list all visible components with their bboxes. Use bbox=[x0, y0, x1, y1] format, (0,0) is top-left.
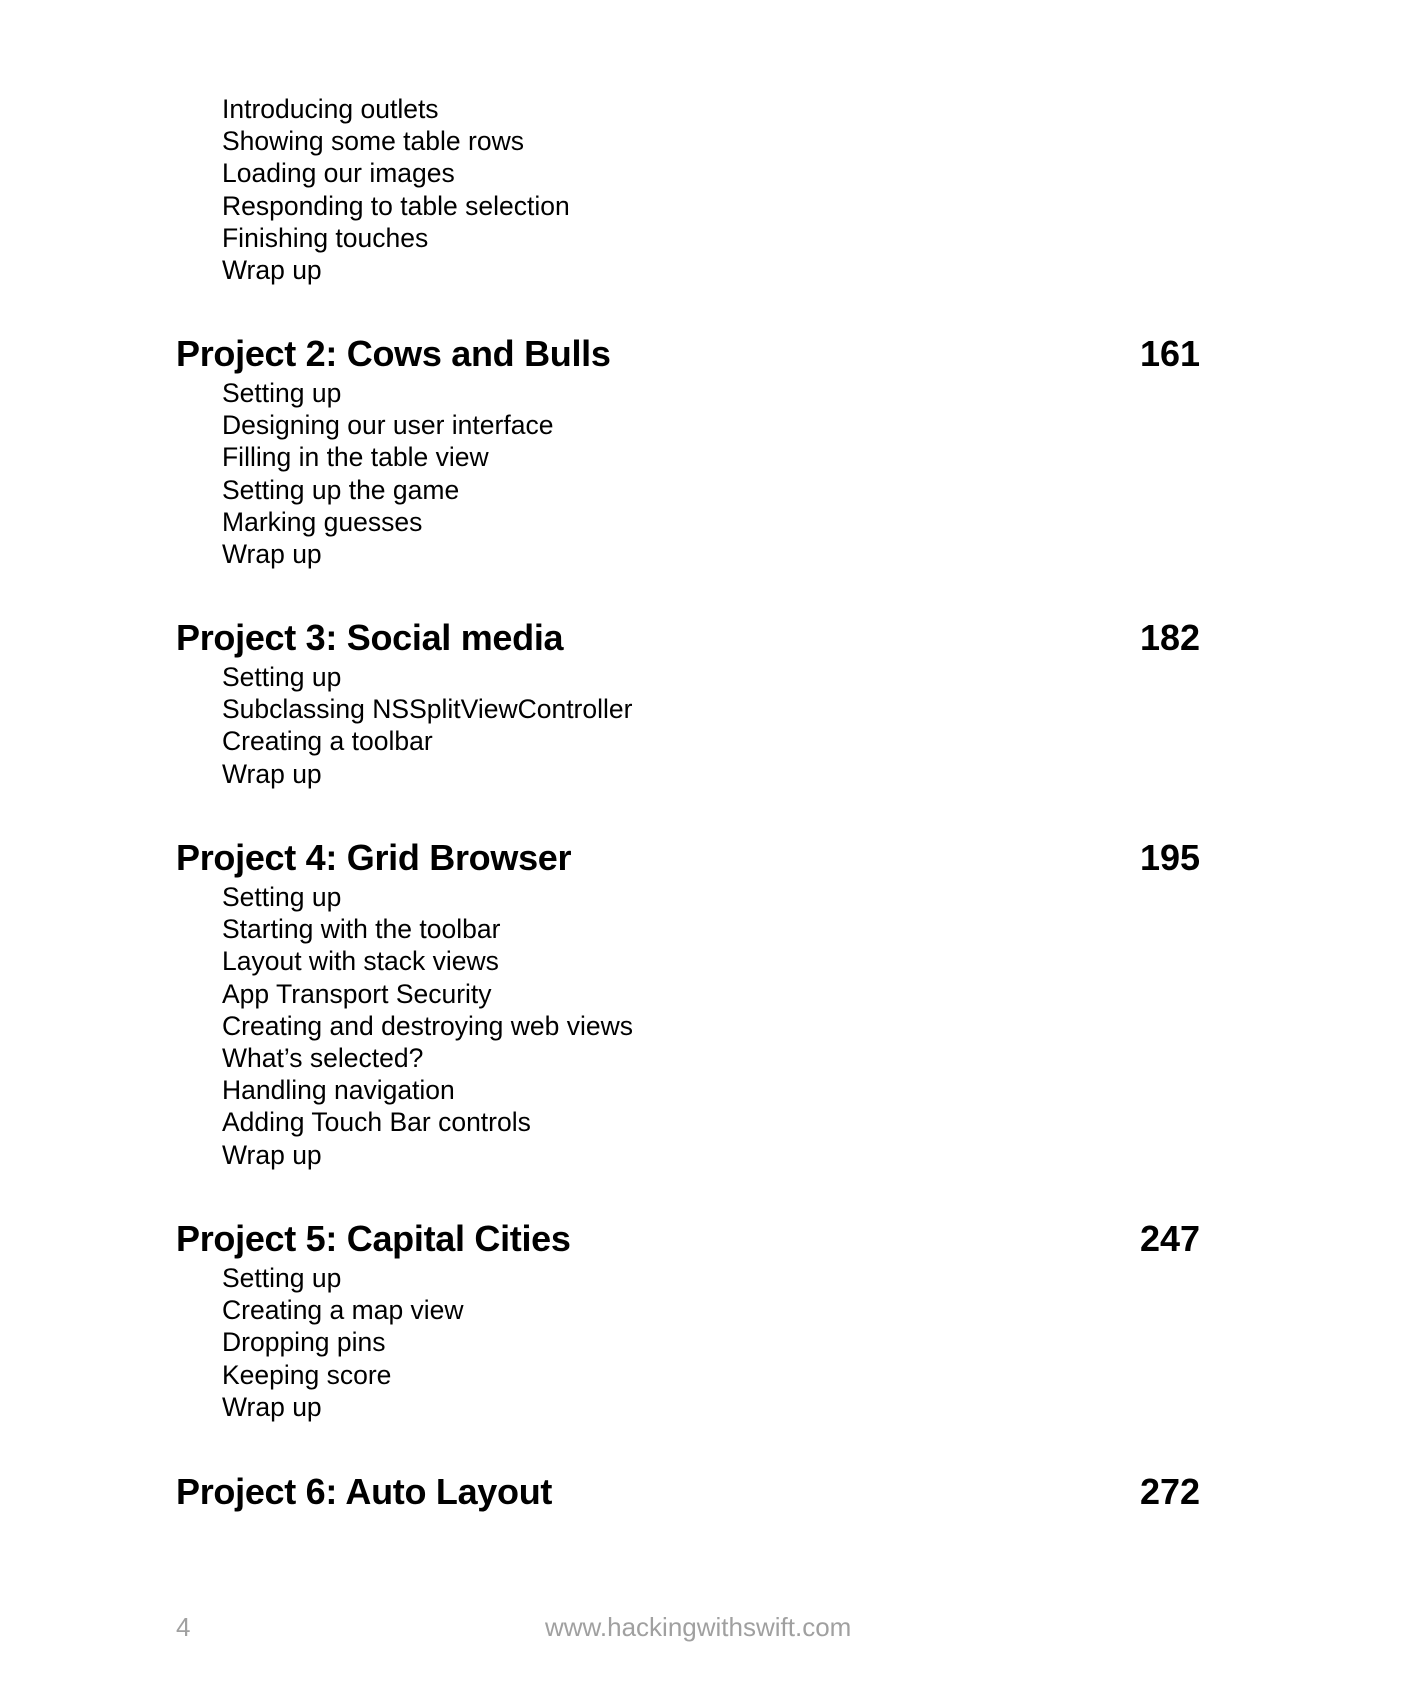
toc-item[interactable]: Starting with the toolbar bbox=[222, 914, 501, 945]
toc-item[interactable]: What’s selected? bbox=[222, 1043, 424, 1074]
toc-item[interactable]: Designing our user interface bbox=[222, 410, 554, 441]
toc-item[interactable]: Wrap up bbox=[222, 539, 322, 570]
toc-item[interactable]: Keeping score bbox=[222, 1359, 392, 1390]
project-heading[interactable]: Project 3: Social media bbox=[176, 617, 564, 658]
project-items bbox=[222, 661, 632, 790]
continued-items bbox=[222, 93, 570, 286]
project-items bbox=[222, 881, 633, 1171]
project-page-number: 247 bbox=[1140, 1218, 1201, 1259]
project-page-number: 161 bbox=[1140, 333, 1201, 374]
toc-item[interactable]: Setting up bbox=[222, 378, 342, 408]
toc-item[interactable]: Layout with stack views bbox=[222, 946, 499, 977]
project-heading[interactable]: Project 6: Auto Layout bbox=[176, 1471, 553, 1512]
toc-item[interactable]: Loading our images bbox=[222, 158, 455, 189]
project-page-number: 195 bbox=[1140, 837, 1201, 878]
toc-item[interactable]: Showing some table rows bbox=[222, 126, 524, 157]
project-heading[interactable]: Project 2: Cows and Bulls bbox=[176, 333, 611, 374]
project-items bbox=[222, 377, 553, 570]
toc-item[interactable]: Wrap up bbox=[222, 255, 322, 286]
toc-item[interactable]: Setting up bbox=[222, 1263, 342, 1293]
project-heading[interactable]: Project 5: Capital Cities bbox=[176, 1218, 571, 1259]
toc-item[interactable]: Adding Touch Bar controls bbox=[222, 1107, 531, 1138]
toc-item[interactable]: Wrap up bbox=[222, 758, 322, 789]
project-heading[interactable]: Project 4: Grid Browser bbox=[176, 837, 572, 878]
toc-item[interactable]: Creating a toolbar bbox=[222, 726, 433, 757]
toc-item[interactable]: Creating and destroying web views bbox=[222, 1010, 633, 1041]
toc-item[interactable]: Filling in the table view bbox=[222, 442, 489, 473]
toc-item[interactable]: Wrap up bbox=[222, 1139, 322, 1170]
toc-item[interactable]: Responding to table selection bbox=[222, 190, 570, 221]
toc-item[interactable]: Subclassing NSSplitViewController bbox=[222, 694, 633, 725]
toc-item[interactable]: Handling navigation bbox=[222, 1075, 455, 1106]
toc-item[interactable]: Introducing outlets bbox=[222, 94, 439, 124]
toc-item[interactable]: App Transport Security bbox=[222, 978, 492, 1009]
toc-item[interactable]: Creating a map view bbox=[222, 1295, 464, 1326]
project-page-number: 272 bbox=[1140, 1471, 1201, 1512]
toc-item[interactable]: Setting up bbox=[222, 662, 342, 692]
toc-item[interactable]: Marking guesses bbox=[222, 506, 423, 537]
footer-page-number: 4 bbox=[176, 1612, 191, 1642]
toc-item[interactable]: Dropping pins bbox=[222, 1327, 386, 1358]
project-page-number: 182 bbox=[1140, 617, 1201, 658]
toc-item[interactable]: Setting up the game bbox=[222, 474, 460, 505]
project-items bbox=[222, 1262, 464, 1423]
toc-item[interactable]: Finishing touches bbox=[222, 222, 429, 253]
toc-item[interactable]: Wrap up bbox=[222, 1391, 322, 1422]
footer-url[interactable]: www.hackingwithswift.com bbox=[545, 1612, 852, 1642]
toc-item[interactable]: Setting up bbox=[222, 882, 342, 912]
